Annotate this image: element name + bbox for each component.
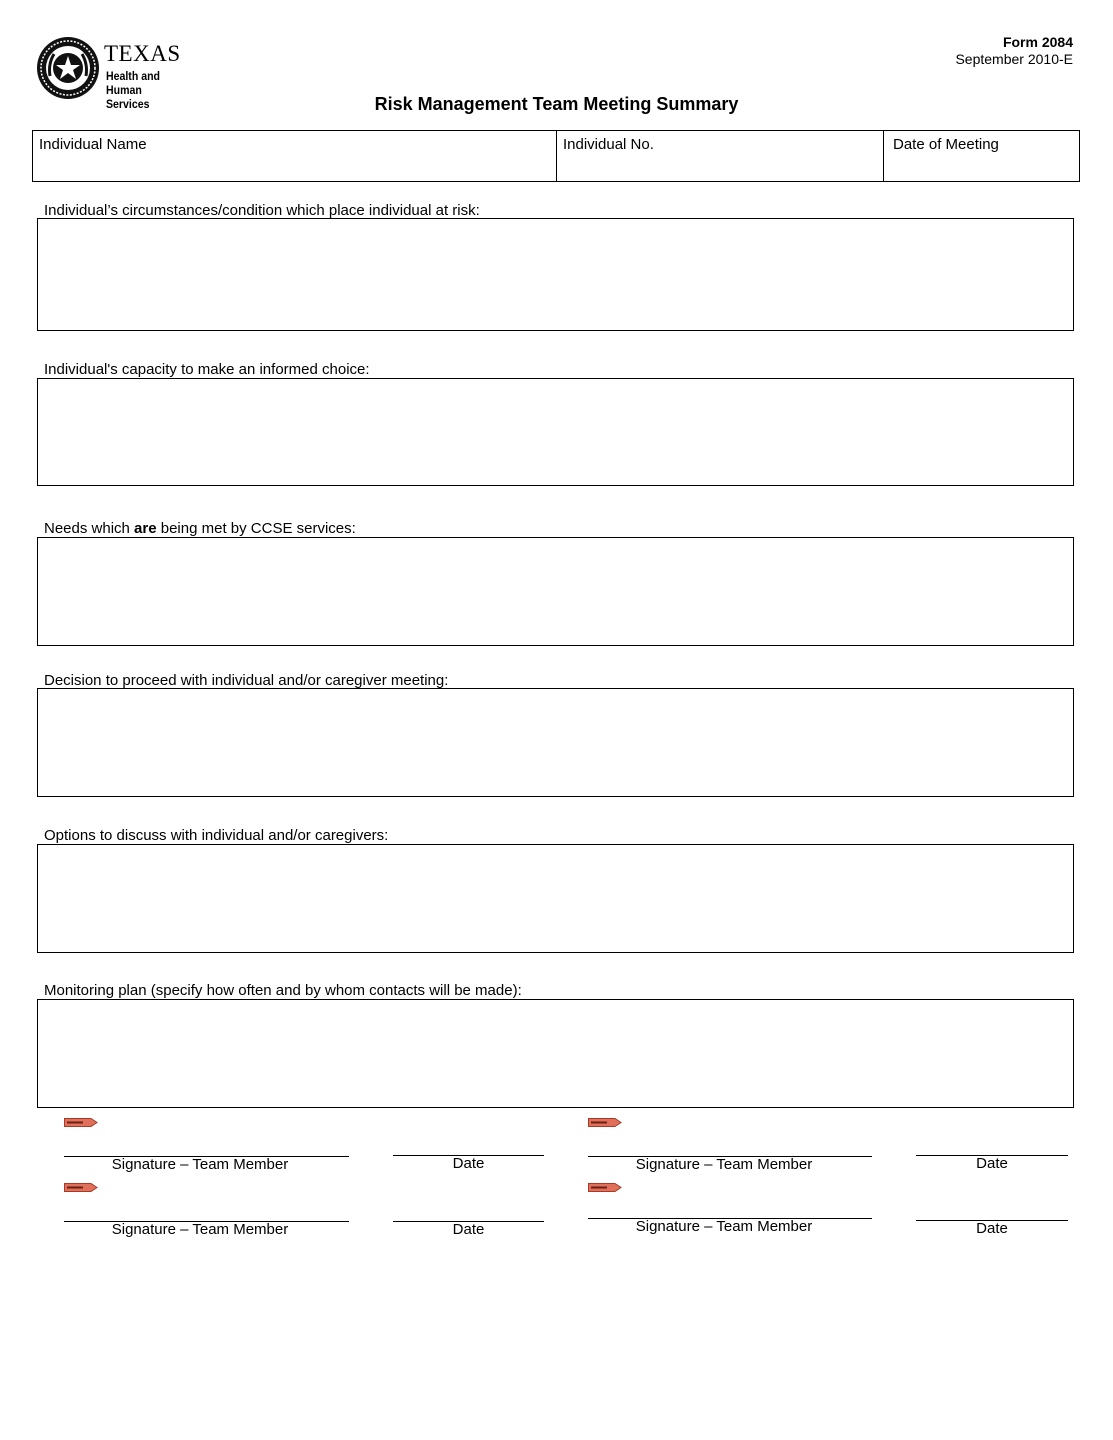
monitoring-plan-field[interactable] — [37, 999, 1074, 1108]
options-field[interactable] — [37, 844, 1074, 953]
informed-choice-label: Individual's capacity to make an informed choice: — [44, 361, 370, 378]
informed-choice-field[interactable] — [37, 378, 1074, 486]
logo-subtitle-line2: Services — [106, 97, 150, 111]
decision-field[interactable] — [37, 688, 1074, 797]
sign-here-flag-icon[interactable] — [588, 1118, 622, 1127]
date-label: Date — [452, 1221, 485, 1238]
needs-met-label-text: Needs which — [44, 520, 135, 537]
individual-name-label: Individual Name — [39, 136, 147, 153]
risk-circumstances-label: Individual’s circumstances/condition which place individual at risk: — [44, 202, 480, 219]
date-label: Date — [976, 1220, 1008, 1237]
form-number: Form 2084 — [1002, 34, 1073, 50]
signature-label: Signature – Team Member — [111, 1221, 289, 1238]
risk-circumstances-field[interactable] — [37, 218, 1074, 331]
needs-met-label-emphasis: are — [134, 520, 157, 537]
hhs-logo — [36, 36, 206, 111]
date-label: Date — [452, 1155, 485, 1172]
needs-met-label — [44, 521, 356, 537]
sign-here-flag-icon[interactable] — [588, 1183, 622, 1192]
date-of-meeting-label: Date of Meeting — [893, 136, 999, 153]
signature-label: Signature – Team Member — [635, 1218, 813, 1235]
signature-label: Signature – Team Member — [111, 1156, 289, 1173]
needs-met-field[interactable] — [37, 537, 1074, 646]
page-title: Risk Management Team Meeting Summary — [374, 94, 739, 114]
logo-title: TEXAS — [104, 41, 181, 66]
decision-label: Decision to proceed with individual and/or caregiver meeting: — [44, 672, 449, 689]
sign-here-flag-icon[interactable] — [64, 1183, 98, 1192]
individual-info-table — [32, 130, 1080, 182]
signature-label: Signature – Team Member — [635, 1156, 813, 1173]
form-revision: September 2010-E — [955, 51, 1073, 67]
texas-seal-icon — [36, 36, 100, 100]
logo-subtitle-line1: Health and Human — [106, 69, 160, 97]
sign-here-flag-icon[interactable] — [64, 1118, 98, 1127]
individual-name-field[interactable] — [32, 131, 556, 181]
options-label: Options to discuss with individual and/or caregivers: — [44, 827, 389, 844]
date-label: Date — [976, 1155, 1008, 1172]
individual-number-label: Individual No. — [563, 136, 654, 153]
date-of-meeting-field[interactable] — [883, 131, 1080, 181]
individual-number-field[interactable] — [556, 131, 883, 181]
needs-met-label-text-end: being met by CCSE services: — [156, 520, 356, 537]
monitoring-plan-label: Monitoring plan (specify how often and by whom contacts will be made): — [44, 982, 522, 999]
